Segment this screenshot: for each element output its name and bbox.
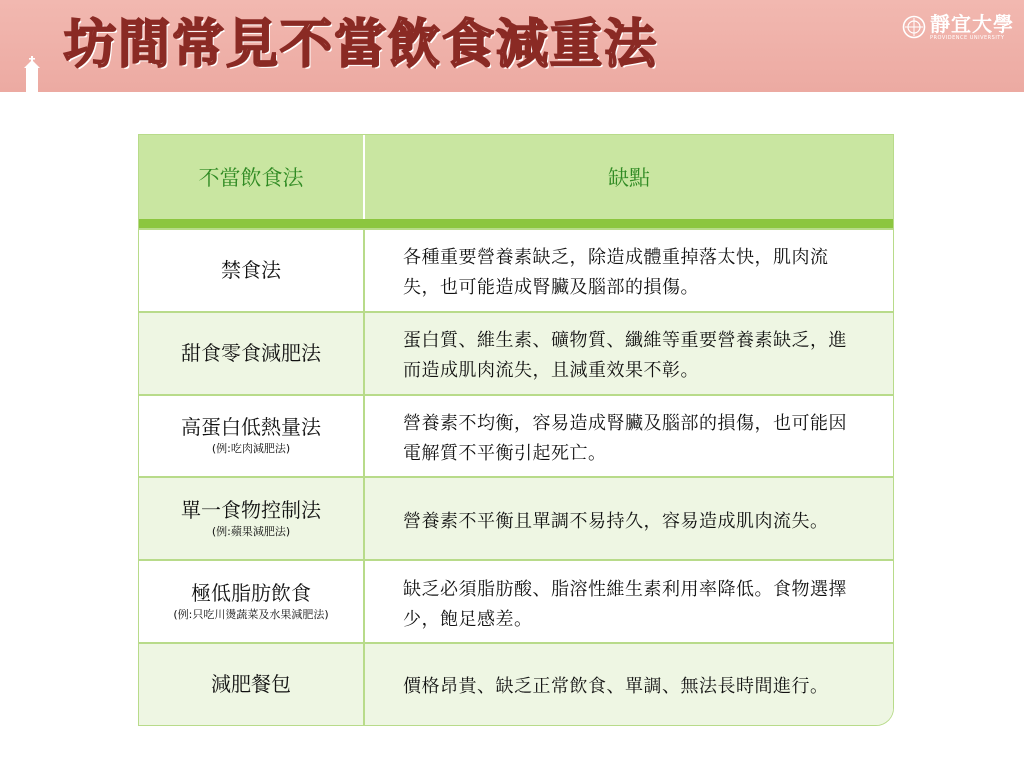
table-row: [139, 394, 893, 477]
university-logo: [902, 10, 1014, 44]
drawback-cell: [365, 561, 893, 642]
drawback-cell: [365, 644, 893, 725]
table-row: [139, 228, 893, 311]
drawback-text: 價格昂貴、缺乏正常飲食、單調、無法長時間進行。: [403, 676, 829, 698]
method-example: (例:吃肉減肥法): [211, 441, 291, 455]
method-cell: [139, 313, 365, 394]
method-cell: [139, 396, 365, 477]
diet-methods-table: [138, 134, 894, 726]
method-cell: [139, 478, 365, 559]
method-name: 禁食法: [221, 258, 281, 283]
drawback-cell: [365, 230, 893, 311]
header-drawback: 缺點: [608, 166, 650, 190]
brand-name: 靜宜大學: [930, 11, 1014, 36]
drawback-text: 營養素不平衡且單調不易持久，容易造成肌肉流失。: [403, 510, 829, 532]
drawback-cell: [365, 313, 893, 394]
method-name: 高蛋白低熱量法: [181, 414, 321, 439]
header-method: 不當飲食法: [139, 135, 365, 219]
drawback-text: 蛋白質、維生素、礦物質、纖維等重要營養素缺乏，進而造成肌肉流失，且減重效果不彰。: [403, 330, 847, 382]
church-tower-icon: [22, 56, 42, 92]
drawback-text: 營養素不均衡，容易造成腎臟及腦部的損傷，也可能因電解質不平衡引起死亡。: [403, 412, 847, 464]
university-emblem-icon: [902, 15, 926, 39]
header-accent-bar: [139, 219, 893, 228]
method-name: 極低脂肪飲食: [191, 580, 311, 605]
brand-english-name: PROVIDENCE UNIVERSITY: [930, 34, 1005, 41]
table-row: [139, 642, 893, 725]
method-example: (例:蘋果減肥法): [211, 524, 291, 538]
table-header: [139, 135, 893, 219]
header-band: [0, 0, 1024, 92]
drawback-text: 各種重要營養素缺乏，除造成體重掉落太快，肌肉流失，也可能造成腎臟及腦部的損傷。: [403, 247, 829, 299]
method-name: 甜食零食減肥法: [181, 341, 321, 366]
method-name: 單一食物控制法: [181, 497, 321, 522]
method-cell: [139, 644, 365, 725]
drawback-cell: [365, 396, 893, 477]
table-row: [139, 311, 893, 394]
method-cell: [139, 230, 365, 311]
method-cell: [139, 561, 365, 642]
table-row: [139, 476, 893, 559]
method-example: (例:只吃川燙蔬菜及水果減肥法): [173, 607, 329, 621]
method-name: 減肥餐包: [211, 672, 291, 697]
table-row: [139, 559, 893, 642]
slide-title: 坊間常見不當飲食減重法: [64, 15, 659, 75]
drawback-cell: [365, 478, 893, 559]
drawback-text: 缺乏必須脂肪酸、脂溶性維生素利用率降低。食物選擇少，飽足感差。: [403, 578, 847, 630]
